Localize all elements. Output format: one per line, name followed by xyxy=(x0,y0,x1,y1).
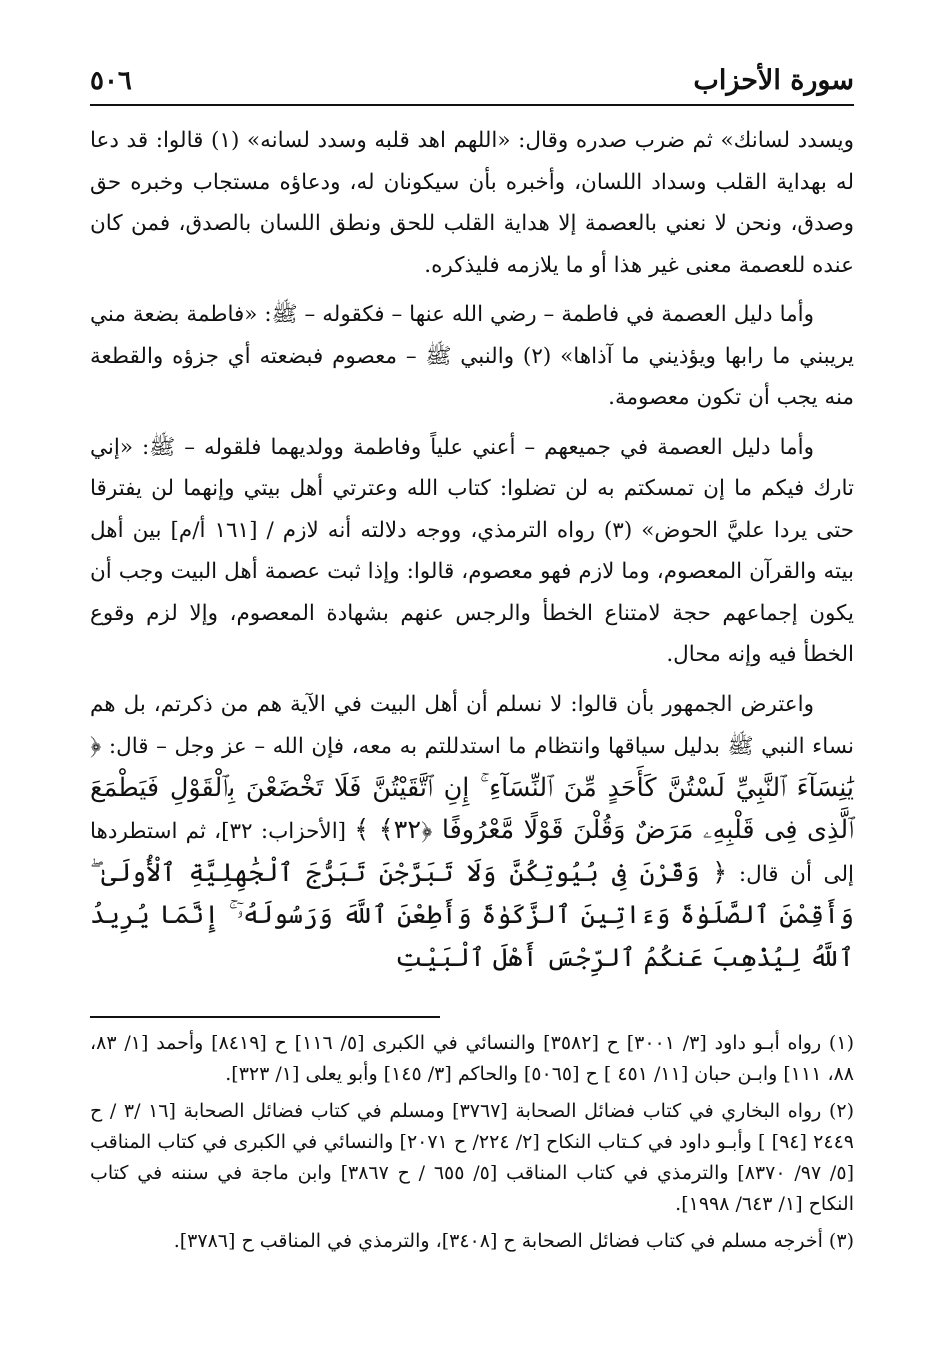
page-header xyxy=(90,52,854,106)
footnotes xyxy=(90,1028,854,1257)
verse-reference: [الأحزاب: ٣٢]، ثم استطردها إلى أن قال: xyxy=(90,819,854,887)
surah-title: سورة الأحزاب xyxy=(693,65,854,96)
main-text xyxy=(90,120,854,980)
footnote-separator xyxy=(90,1016,440,1018)
quran-verse-32: ﴿ يَٰنِسَآءَ ٱلنَّبِيِّ لَسْتُنَّ كَأَحَدٍ مِّنَ ٱلنِّسَآءِ ۚ إِنِ ٱتَّقَيْتُنَّ فَلَا تَخْضَعْنَ بِٱلْقَوْلِ فَيَطْمَعَ ٱلَّذِى فِى قَلْبِهِۦ مَرَضٌ وَقُلْنَ قَوْلًا مَّعْرُوفًا ﴿٣٢﴾ ﴾ xyxy=(90,730,854,845)
objection-paragraph xyxy=(90,684,854,981)
footnote-2: (٢) رواه البخاري في كتاب فضائل الصحابة [٣٧٦٧] ومسلم في كتاب فضائل الصحابة [١٦ /٣ / ح ٢٤٤٩ [٩٤] ] وأبـو داود في كـتاب النكاح [٢/ ٢٢٤/ ح ٢٠٧١] والنسائي في الكبرى في كتاب المناقب [٥/ ٩٧/ ٨٣٧٠] والترمذي في كتاب المناقب [٥/ ٦٥٥ / ح ٣٨٦٧] وابن ماجة في سننه في كتاب النكاح [١/ ٦٤٣/ ١٩٩٨]. xyxy=(90,1100,854,1215)
quran-verse-33: ﴿ وَقَرْنَ فِى بُيُوتِكُنَّ وَلَا تَبَرَّجْنَ تَبَرُّجَ ٱلْجَٰهِلِيَّةِ ٱلْأُولَىٰ ۖ وَأَقِمْنَ ٱلصَّلَوٰةَ وَءَاتِينَ ٱلزَّكَوٰةَ وَأَطِعْنَ ٱللَّهَ وَرَسُولَهُۥٓ ۚ إِنَّمَا يُرِيدُ ٱللَّهُ لِيُذْهِبَ عَنكُمُ ٱلرِّجْسَ أَهْلَ ٱلْبَيْتِ xyxy=(90,857,854,973)
paragraph: وأما دليل العصمة في جميعهم – أعني علياً وفاطمة وولديهما فلقوله – ﷺ: «إني تارك فيكم ما إن تمسكتم به لن تضلوا: كتاب الله وعترتي أهل بيتي وإنهما لن يفترقا حتى يردا عليَّ الحوض» (٣) رواه الترمذي، ووجه دلالته أنه لازم / [١٦١ أ/م] بين أهل بيته والقرآن المعصوم، وما لازم فهو معصوم، قالوا: وإذا ثبت عصمة أهل البيت وجب أن يكون إجماعهم حجة لامتناع الخطأ والرجس عنهم بشهادة المعصوم، وإلا لزم وقوع الخطأ فيه وإنه محال. xyxy=(90,434,854,667)
paragraph: وأما دليل العصمة في فاطمة – رضي الله عنها – فكقوله – ﷺ: «فاطمة بضعة مني يريبني ما رابها ويؤذيني ما آذاها» (٢) والنبي ﷺ – معصوم فبضعته أي جزؤه والقطعة منه يجب أن تكون معصومة. xyxy=(90,302,854,410)
footnote-3: (٣) أخرجه مسلم في كتاب فضائل الصحابة ح [٣٤٠٨]، والترمذي في المناقب ح [٣٧٨٦]. xyxy=(173,1230,854,1252)
paragraph: ويسدد لسانك» ثم ضرب صدره وقال: «اللهم اهد قلبه وسدد لسانه» (١) قالوا: قد دعا له بهداية القلب وسداد اللسان، وأخبره بأن سيكونان له، ودعاؤه مستجاب وخبره حق وصدق، ونحن لا نعني بالعصمة إلا هداية القلب للحق ونطق اللسان بالصدق، فمن كان عنده للعصمة معنى غير هذا أو ما يلازمه فليذكره. xyxy=(90,128,854,278)
objection-text: واعترض الجمهور بأن قالوا: لا نسلم أن أهل البيت في الآية هم من ذكرتم، بل هم نساء النبي ﷺ بدليل سياقها وانتظام ما استدللتم به معه، فإن الله – عز وجل – قال: xyxy=(90,691,854,759)
footnote-1: (١) رواه أبـو داود [٣/ ٣٠٠١] ح [٣٥٨٢] والنسائي في الكبرى [٥/ ١١٦] ح [٨٤١٩] وأحمد [١/ ٨٣، ٨٨، ١١١] وابـن حبان [١١/ ٤٥١ ] ح [٥٠٦٥] والحاكم [٣/ ١٤٥] وأبو يعلى [١/ ٣٢٣]. xyxy=(90,1032,854,1085)
page-number: ٥٠٦ xyxy=(90,66,132,96)
